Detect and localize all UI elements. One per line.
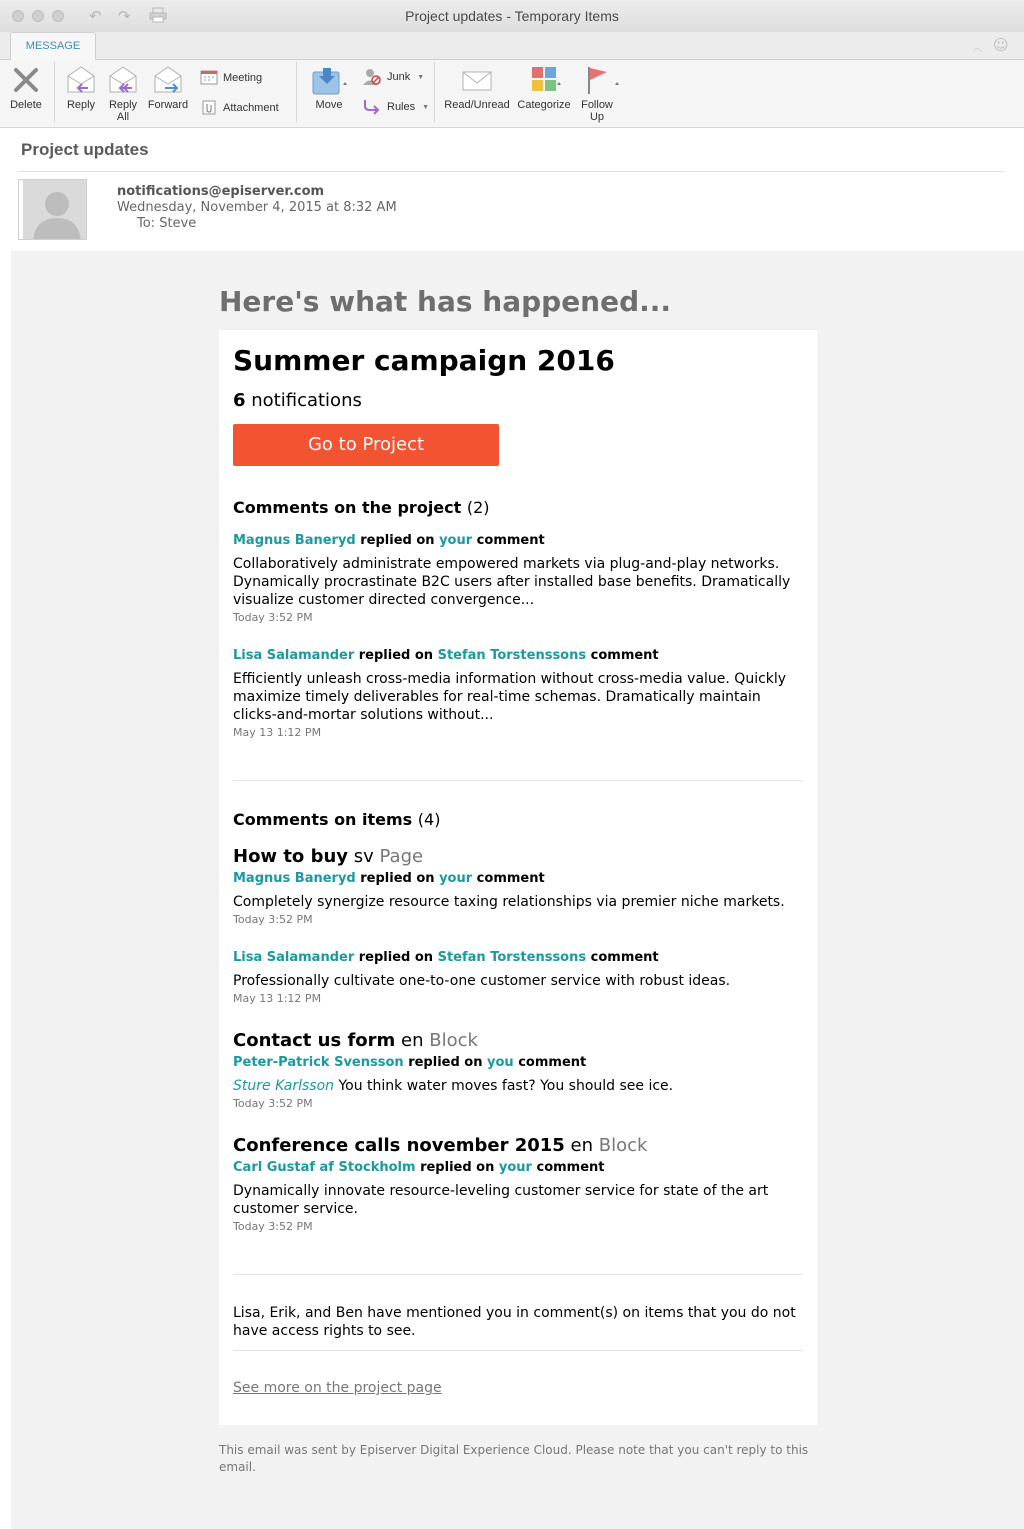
comment-author-link[interactable]: Magnus Baneryd <box>233 871 356 886</box>
comment-text <box>233 1077 803 1095</box>
ribbon-separator <box>296 62 297 122</box>
comment-timestamp: Today 3:52 PM <box>233 1220 313 1233</box>
notification-count <box>233 390 362 411</box>
smiley-icon[interactable]: ☺ <box>993 36 1009 54</box>
comment-body: You think water moves fast? You should see ice. <box>334 1078 674 1094</box>
comment-author-link[interactable]: Lisa Salamander <box>233 950 355 965</box>
rules-button[interactable] <box>362 98 429 116</box>
notification-number: 6 <box>233 390 246 411</box>
recipient-line: To: Steve <box>137 216 197 231</box>
meeting-icon <box>200 70 218 85</box>
reply-icon <box>62 64 100 96</box>
notification-label: notifications <box>245 390 362 411</box>
comment-actor-line <box>233 1160 605 1175</box>
comment-verb: replied on <box>355 533 440 548</box>
section-divider <box>233 1274 803 1275</box>
comment-suffix: comment <box>472 533 545 548</box>
item-name: Conference calls november 2015 <box>233 1135 565 1156</box>
comment-verb: replied on <box>415 1160 499 1175</box>
item-type: Block <box>593 1135 648 1156</box>
rules-icon <box>362 98 382 116</box>
comment-actor-line <box>233 533 545 548</box>
reply-label: Reply <box>66 99 96 111</box>
move-button[interactable] <box>306 64 352 111</box>
tab-strip <box>0 32 1024 60</box>
meeting-label: Meeting <box>223 71 263 84</box>
comment-target-link[interactable]: your <box>439 871 473 886</box>
email-headline: Here's what has happened... <box>219 285 672 318</box>
comment-target-link[interactable]: Stefan Torstenssons <box>437 648 587 663</box>
comment-verb: replied on <box>354 950 438 965</box>
message-date: Wednesday, November 4, 2015 at 8:32 AM <box>117 200 397 215</box>
delete-button[interactable] <box>6 64 46 111</box>
item-language: en <box>395 1030 424 1051</box>
comment-author-link[interactable]: Carl Gustaf af Stockholm <box>233 1160 416 1175</box>
categorize-label: Categorize <box>517 99 571 111</box>
attachment-label: Attachment <box>223 101 279 114</box>
reply-all-icon <box>103 64 143 96</box>
comment-text: Collaboratively administrate empowered markets via plug-and-play networks. Dynamically procrastinate B2C users after installed base benefits. Dramatically visualize customer directed convergence... <box>233 556 791 608</box>
comment-suffix: comment <box>531 1160 605 1175</box>
attachment-icon <box>200 100 218 115</box>
sender-avatar <box>18 179 87 240</box>
item-title[interactable] <box>233 1030 478 1051</box>
junk-icon <box>362 68 382 86</box>
junk-label: Junk <box>387 71 411 83</box>
project-comments-count: (2) <box>466 498 490 517</box>
item-comments-title: Comments on items <box>233 810 413 829</box>
comment-target-link[interactable]: you <box>487 1055 514 1070</box>
collapse-icon[interactable]: ︿ <box>972 41 983 54</box>
follow-up-label: Follow Up <box>581 99 613 123</box>
junk-caret-icon: ▼ <box>417 73 425 81</box>
item-comments-heading <box>233 810 440 829</box>
project-comments-title: Comments on the project <box>233 498 462 517</box>
item-type: Block <box>423 1030 478 1051</box>
comment-verb: replied on <box>355 871 440 886</box>
comment-suffix: comment <box>513 1055 587 1070</box>
comment-suffix: comment <box>586 950 659 965</box>
forward-label: Forward <box>147 99 189 111</box>
comment-text: Professionally cultivate one-to-one customer service with robust ideas. <box>233 973 731 989</box>
go-to-project-button[interactable]: Go to Project <box>233 424 499 466</box>
junk-button[interactable] <box>362 68 424 86</box>
undo-icon[interactable]: ↶ <box>89 7 102 25</box>
comment-verb: replied on <box>354 648 438 663</box>
comment-author-link[interactable]: Magnus Baneryd <box>233 533 356 548</box>
message-subject: Project updates <box>21 140 149 159</box>
item-name: How to buy <box>233 846 348 867</box>
comment-text: Efficiently unleash cross-media information without cross-media value. Quickly maximize timely deliverables for real-time schemas. Dramatically maintain clicks-and-mortar solutions without... <box>233 671 787 723</box>
forward-button[interactable] <box>146 64 190 111</box>
comment-suffix: comment <box>472 871 545 886</box>
comment-timestamp: May 13 1:12 PM <box>233 726 322 739</box>
ribbon-separator <box>434 62 435 122</box>
project-title: Summer campaign 2016 <box>233 344 615 377</box>
comment-text: Completely synergize resource taxing relationships via premier niche markets. <box>233 894 785 910</box>
comment-actor-line <box>233 871 545 886</box>
section-divider <box>233 1350 803 1351</box>
follow-up-button[interactable] <box>580 64 622 123</box>
read-unread-label: Read/Unread <box>444 99 510 111</box>
comment-suffix: comment <box>586 648 659 663</box>
categorize-button[interactable] <box>515 64 573 111</box>
envelope-icon <box>442 64 512 96</box>
categorize-icon <box>515 64 573 96</box>
ribbon-toolbar <box>0 60 1024 128</box>
comment-target-link[interactable]: your <box>498 1160 532 1175</box>
ribbon-separator <box>54 62 55 122</box>
window-title: Project updates - Temporary Items <box>405 8 619 24</box>
comment-timestamp: Today 3:52 PM <box>233 1097 313 1110</box>
title-bar <box>0 0 1024 32</box>
move-label: Move <box>315 99 343 111</box>
delete-x-icon <box>6 64 46 96</box>
attachment-button[interactable] <box>200 100 279 115</box>
section-divider <box>233 780 803 781</box>
item-comments-count: (4) <box>417 810 441 829</box>
flag-icon <box>580 64 622 96</box>
comment-timestamp: May 13 1:12 PM <box>233 992 322 1005</box>
item-language: sv <box>348 846 374 867</box>
rules-caret-icon: ▼ <box>422 103 430 111</box>
read-unread-button[interactable] <box>442 64 512 111</box>
tab-message[interactable]: MESSAGE <box>10 32 96 61</box>
comment-timestamp: Today 3:52 PM <box>233 913 313 926</box>
sender-address[interactable]: notifications@episerver.com <box>117 184 325 199</box>
comment-actor-line <box>233 950 659 965</box>
comment-actor-line <box>233 1055 586 1070</box>
item-name: Contact us form <box>233 1030 396 1051</box>
project-comments-heading <box>233 498 490 517</box>
comment-author-link[interactable]: Peter-Patrick Svensson <box>233 1055 404 1070</box>
comment-target-link[interactable]: your <box>439 533 473 548</box>
delete-label: Delete <box>10 99 42 111</box>
comment-author-link[interactable]: Lisa Salamander <box>233 648 355 663</box>
comment-verb: replied on <box>403 1055 488 1070</box>
move-icon <box>306 64 352 96</box>
forward-icon <box>146 64 190 96</box>
item-title[interactable] <box>233 1135 647 1156</box>
reply-all-label: Reply All <box>108 99 138 123</box>
comment-target-link[interactable]: Stefan Torstenssons <box>437 950 587 965</box>
email-footer: This email was sent by Episerver Digital Experience Cloud. Please note that you can't reply to this email. <box>219 1443 809 1474</box>
reply-button[interactable] <box>62 64 100 111</box>
rules-label: Rules <box>387 101 416 113</box>
mention-note: Lisa, Erik, and Ben have mentioned you in comment(s) on items that you do not have access rights to see. <box>233 1305 796 1339</box>
comment-text: Dynamically innovate resource-leveling customer service for state of the art customer service. <box>233 1183 769 1217</box>
item-language: en <box>564 1135 594 1156</box>
mention-link[interactable]: Sture Karlsson <box>233 1078 335 1094</box>
item-title[interactable] <box>233 846 423 867</box>
avatar-placeholder-icon <box>19 180 87 240</box>
meeting-button[interactable] <box>200 70 262 85</box>
see-more-link[interactable]: See more on the project page <box>233 1380 442 1396</box>
item-type: Page <box>373 846 424 867</box>
comment-timestamp: Today 3:52 PM <box>233 611 313 624</box>
reply-all-button[interactable] <box>103 64 143 123</box>
header-divider <box>18 171 1004 172</box>
comment-actor-line <box>233 648 659 663</box>
redo-icon[interactable]: ↷ <box>118 7 131 25</box>
